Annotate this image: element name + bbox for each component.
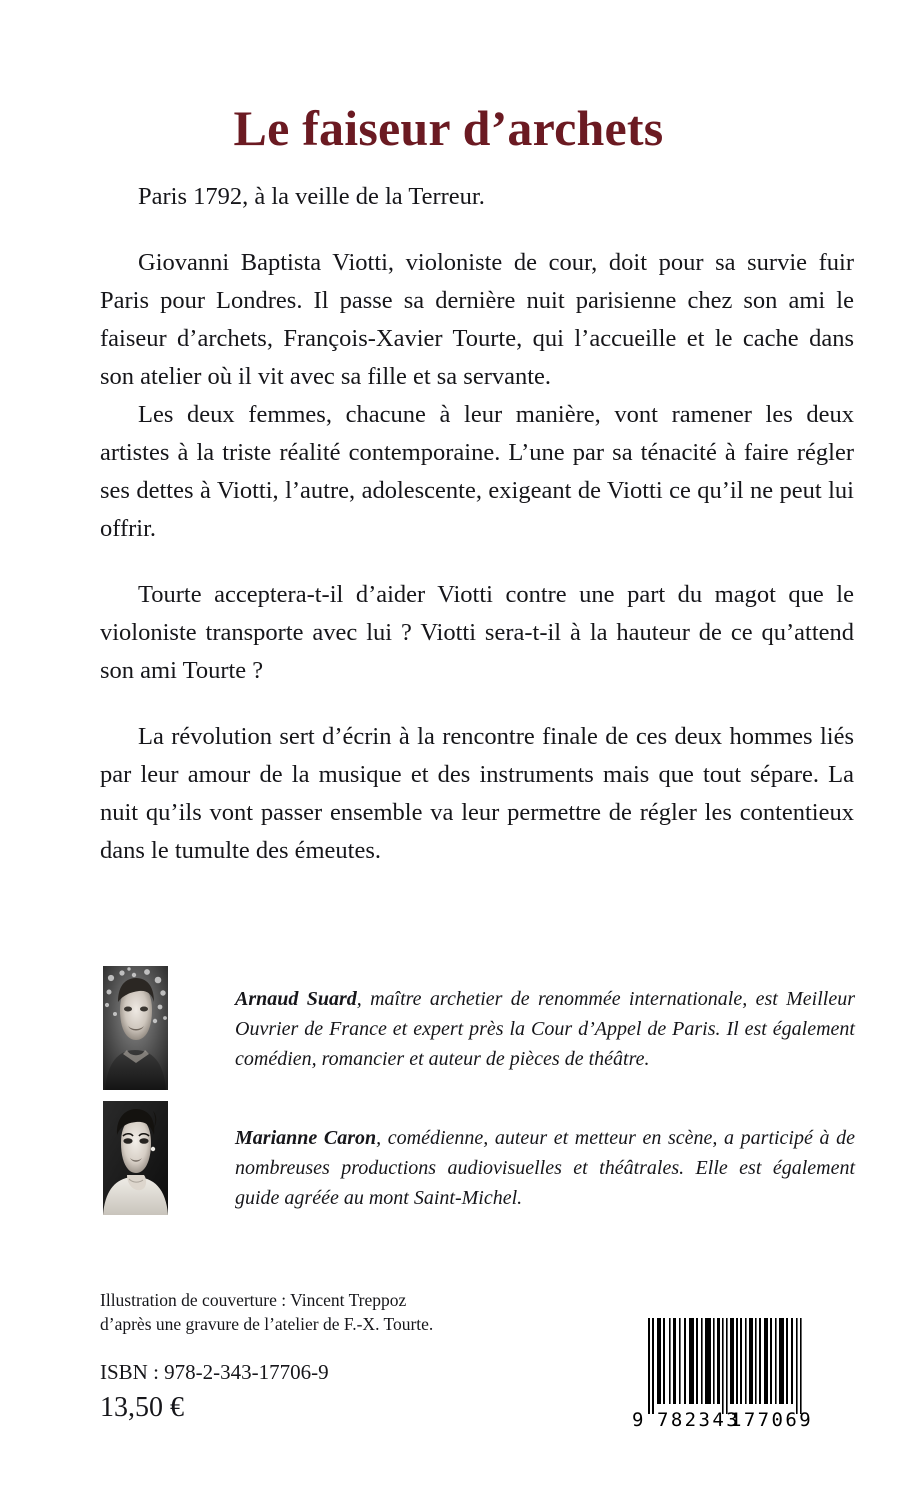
author-bio-text-arnaud-suard: , maître archetier de renommée internationale, est Meilleur Ouvrier de France et expert près la Cour d’Appel de Paris. Il est également comédien, romancier et auteur de pièces de théâtre.: [235, 988, 855, 1070]
price-text: 13,50 €: [100, 1392, 184, 1423]
blurb-paragraph-2: Giovanni Baptista Viotti, violoniste de cour, doit pour sa survie fuir Paris pour Londres. Il passe sa dernière nuit parisienne chez son ami le faiseur d’archets, François-Xavier Tourte, qui l’accueille et le cache dans son atelier où il vit avec sa fille et sa servante.: [100, 249, 854, 390]
blurb-section: [100, 178, 854, 870]
barcode-digits-group-2: 177069: [730, 1409, 814, 1428]
cover-credit-line-1: Illustration de couverture : Vincent Treppoz: [100, 1290, 407, 1310]
cover-credit: [100, 1288, 570, 1336]
ean13-barcode: [630, 1316, 816, 1428]
author-bio-arnaud-suard: [235, 966, 855, 1074]
cover-credit-line-2: d’après une gravure de l’atelier de F.-X. Tourte.: [100, 1314, 434, 1334]
isbn-text: ISBN : 978-2-343-17706-9: [100, 1360, 329, 1384]
book-title: Le faiseur d’archets: [233, 99, 664, 156]
blurb-paragraph-3: Les deux femmes, chacune à leur manière, vont ramener les deux artistes à la triste réalité contemporaine. L’une par sa ténacité à faire régler ses dettes à Viotti, l’autre, adolescente, exigeant de Viotti ce qu’il ne peut lui offrir.: [100, 401, 854, 542]
barcode-digits-group-1: 782343: [657, 1409, 741, 1428]
blurb-paragraph-4: Tourte acceptera-t-il d’aider Viotti contre une part du magot que le violoniste transporte avec lui ? Viotti sera-t-il à la hauteur de ce qu’attend son ami Tourte ?: [100, 581, 854, 684]
authors-section: [103, 966, 855, 1215]
author-entry-arnaud-suard: [103, 966, 855, 1090]
author-name-arnaud-suard: Arnaud Suard: [235, 988, 357, 1010]
author-photo-arnaud-suard: [103, 966, 168, 1090]
blurb-paragraph-5: La révolution sert d’écrin à la rencontre finale de ces deux hommes liés par leur amour de la musique et des instruments mais que tout sépare. La nuit qu’ils vont passer ensemble va leur permettre de régler les contentieux dans le tumulte des émeutes.: [100, 723, 854, 864]
author-entry-marianne-caron: [103, 1101, 855, 1215]
author-name-marianne-caron: Marianne Caron: [235, 1127, 377, 1149]
barcode-digit-left: 9: [632, 1409, 644, 1428]
blurb-paragraph-1: Paris 1792, à la veille de la Terreur.: [138, 183, 485, 210]
author-photo-marianne-caron: [103, 1101, 168, 1215]
author-bio-marianne-caron: [235, 1101, 855, 1213]
author-bio-text-marianne-caron: , comédienne, auteur et metteur en scène, a participé à de nombreuses productions audiovisuelles et théâtrales. Elle est également guide agréée au mont Saint-Michel.: [235, 1127, 855, 1209]
